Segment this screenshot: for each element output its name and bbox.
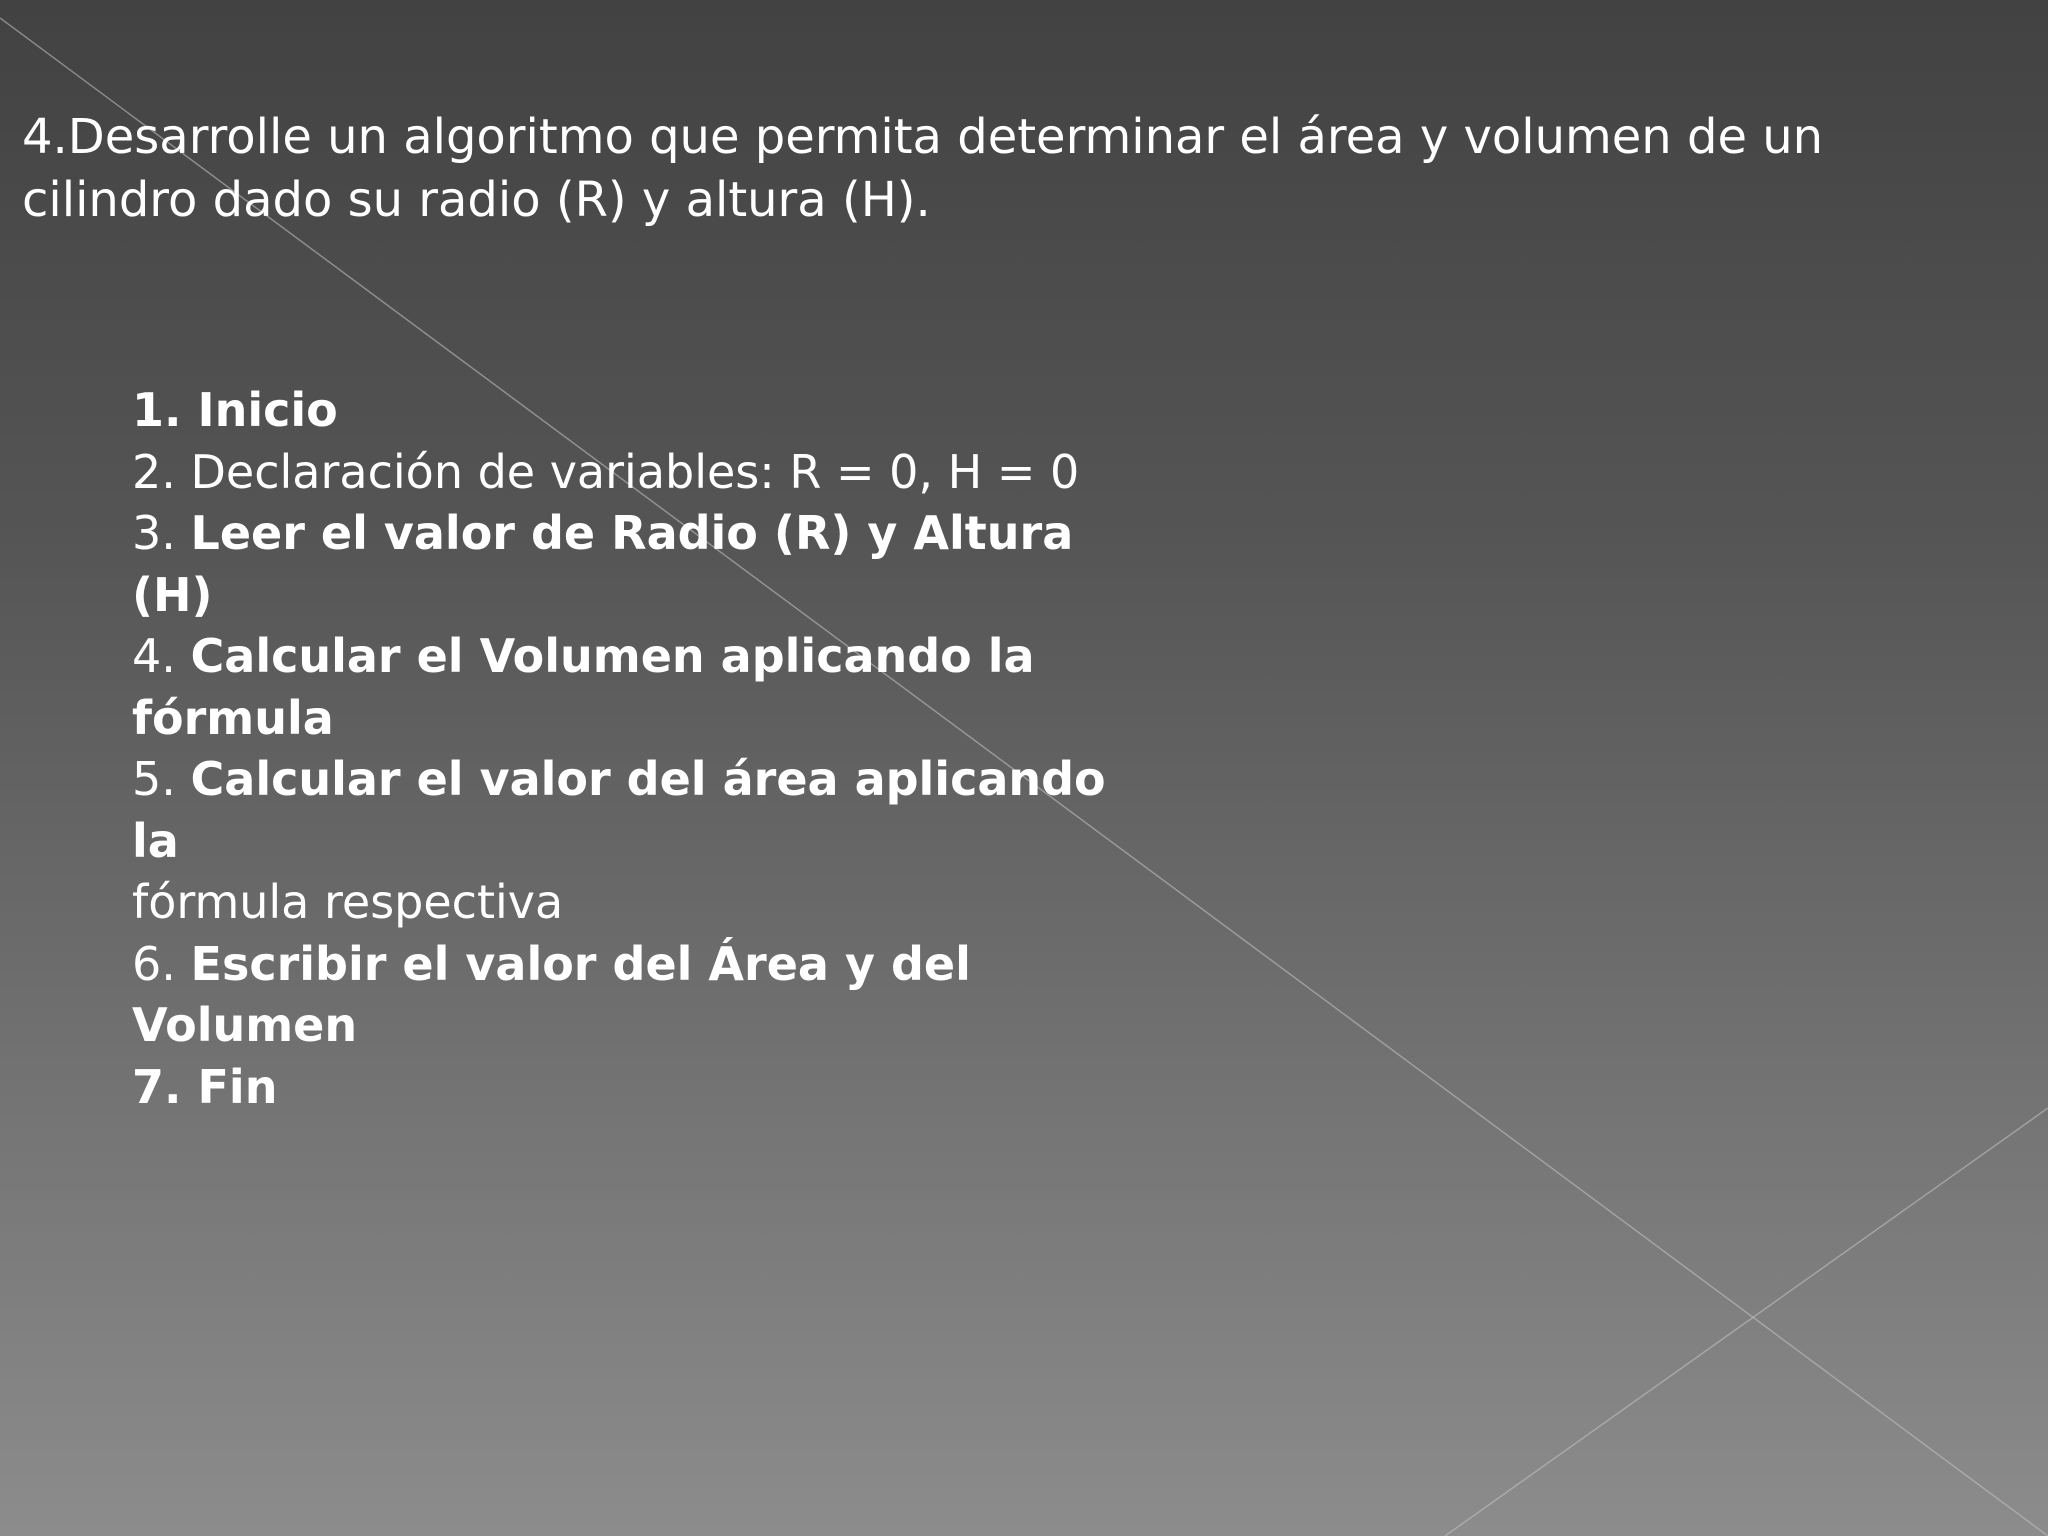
step-text: Calcular el valor del área aplicando la xyxy=(132,752,1106,868)
step-number: 3. xyxy=(132,506,191,560)
step-number: 5. xyxy=(132,752,191,806)
step-text: Inicio xyxy=(197,383,338,437)
step-text: Calcular el Volumen aplicando la fórmula xyxy=(132,629,1035,745)
decor-line-corner xyxy=(1445,1108,2048,1536)
step-number: 4. xyxy=(132,629,191,683)
step-item xyxy=(132,380,1122,442)
step-item xyxy=(132,934,1122,1057)
step-item xyxy=(132,503,1122,626)
step-continuation xyxy=(132,872,1122,934)
step-text: Fin xyxy=(197,1059,278,1114)
algorithm-steps xyxy=(132,380,1122,1118)
slide-title: 4.Desarrolle un algoritmo que permita determinar el área y volumen de un cilindro dado su radio (R) y altura (H). xyxy=(22,109,1824,228)
step-text: Declaración de variables: R = 0, H = 0 xyxy=(190,444,1080,499)
step-number: 1. xyxy=(132,383,198,437)
step-item xyxy=(132,1057,1122,1119)
step-item xyxy=(132,626,1122,749)
step-number: 7. xyxy=(132,1059,198,1114)
step-item xyxy=(132,749,1122,872)
step-continuation-text: fórmula respectiva xyxy=(132,875,564,929)
step-text: Escribir el valor del Área y del Volumen xyxy=(132,936,971,1052)
step-item xyxy=(132,442,1122,504)
step-number: 2. xyxy=(132,444,191,499)
step-number: 6. xyxy=(132,936,191,991)
step-text: Leer el valor de Radio (R) y Altura (H) xyxy=(132,506,1074,622)
